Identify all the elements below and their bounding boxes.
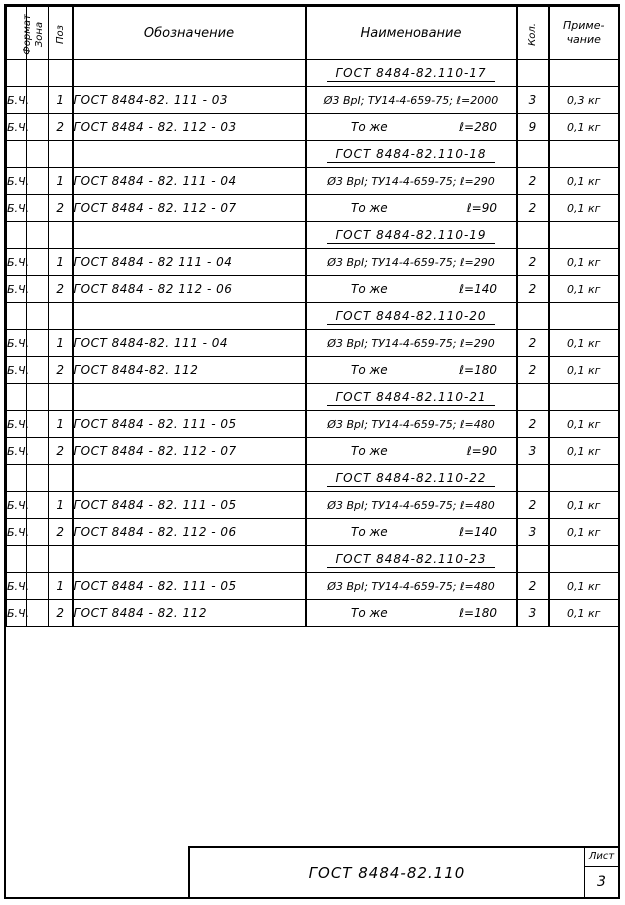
note-cell: 0,1 кг	[549, 492, 619, 519]
group-title-cell	[306, 60, 517, 87]
pos-cell: 1	[49, 411, 73, 438]
length-value: ℓ=180	[459, 363, 497, 377]
qty-cell	[517, 141, 549, 168]
length-value: ℓ=140	[459, 525, 497, 539]
name-cell: Ø3 ВрI; ТУ14-4-659-75; ℓ=480	[306, 573, 517, 600]
qty-cell: 2	[517, 168, 549, 195]
same-label: То же	[351, 525, 388, 539]
note-cell: 0,3 кг	[549, 87, 619, 114]
group-title-row	[7, 141, 619, 168]
zone-cell	[27, 465, 49, 492]
format-cell: Б.Ч.	[7, 87, 27, 114]
table-row	[7, 249, 619, 276]
designation-cell: ГОСТ 8484 - 82. 112 - 06	[73, 519, 306, 546]
format-cell	[7, 141, 27, 168]
qty-cell: 2	[517, 411, 549, 438]
table-row	[7, 411, 619, 438]
pos-cell: 2	[49, 357, 73, 384]
group-title-row	[7, 546, 619, 573]
group-title: ГОСТ 8484-82.110-18	[327, 147, 494, 163]
qty-cell: 2	[517, 276, 549, 303]
table-row	[7, 195, 619, 222]
group-title-cell	[306, 303, 517, 330]
specification-body	[7, 60, 619, 627]
name-cell	[306, 357, 517, 384]
format-cell: Б.Ч.	[7, 195, 27, 222]
format-cell: Б.Ч.	[7, 276, 27, 303]
header-row	[7, 7, 619, 60]
note-cell: 0,1 кг	[549, 114, 619, 141]
pos-cell	[49, 222, 73, 249]
group-title-row	[7, 222, 619, 249]
pos-cell	[49, 141, 73, 168]
note-cell	[549, 141, 619, 168]
table-row	[7, 114, 619, 141]
group-title-cell	[306, 141, 517, 168]
format-cell	[7, 303, 27, 330]
designation-cell: ГОСТ 8484 - 82 112 - 06	[73, 276, 306, 303]
zone-cell	[27, 600, 49, 627]
name-cell: Ø3 ВрI; ТУ14-4-659-75; ℓ=290	[306, 330, 517, 357]
format-cell	[7, 60, 27, 87]
qty-cell: 2	[517, 573, 549, 600]
format-cell: Б.Ч.	[7, 330, 27, 357]
document-number: ГОСТ 8484-82.110	[308, 863, 466, 882]
zone-cell	[27, 411, 49, 438]
note-cell	[549, 465, 619, 492]
zone-cell	[27, 222, 49, 249]
designation-cell	[73, 141, 306, 168]
name-cell: Ø3 ВрI; ТУ14-4-659-75; ℓ=480	[306, 411, 517, 438]
qty-cell	[517, 546, 549, 573]
note-header-line1: Приме-	[563, 19, 605, 32]
zone-cell	[27, 249, 49, 276]
name-cell	[306, 519, 517, 546]
designation-cell	[73, 60, 306, 87]
designation-cell	[73, 546, 306, 573]
qty-cell: 2	[517, 330, 549, 357]
sheet-number: 3	[597, 874, 606, 890]
note-cell: 0,1 кг	[549, 195, 619, 222]
zone-cell	[27, 276, 49, 303]
format-header	[7, 7, 33, 60]
qty-cell: 2	[517, 357, 549, 384]
designation-cell: ГОСТ 8484 - 82. 112 - 03	[73, 114, 306, 141]
same-label: То же	[351, 444, 388, 458]
group-title: ГОСТ 8484-82.110-20	[327, 309, 494, 325]
designation-cell: ГОСТ 8484-82. 112	[73, 357, 306, 384]
same-as-above	[321, 201, 501, 215]
format-header-label: Формат	[21, 13, 33, 55]
pos-cell: 1	[49, 249, 73, 276]
name-cell: Ø3 ВрI; ТУ14-4-659-75; ℓ=2000	[306, 87, 517, 114]
note-cell: 0,1 кг	[549, 249, 619, 276]
note-cell: 0,1 кг	[549, 438, 619, 465]
note-cell: 0,1 кг	[549, 168, 619, 195]
name-cell	[306, 114, 517, 141]
zone-cell	[27, 168, 49, 195]
qty-cell	[517, 60, 549, 87]
note-cell	[549, 384, 619, 411]
qty-header-label: Кол.	[526, 22, 538, 46]
group-title: ГОСТ 8484-82.110-17	[327, 66, 494, 82]
pos-cell: 1	[49, 330, 73, 357]
qty-cell: 3	[517, 600, 549, 627]
zone-cell	[27, 303, 49, 330]
same-label: То же	[351, 120, 388, 134]
same-label: То же	[351, 201, 388, 215]
note-header-line2: чание	[566, 33, 601, 46]
format-cell	[7, 222, 27, 249]
format-cell	[7, 465, 27, 492]
same-label: То же	[351, 606, 388, 620]
group-title-cell	[306, 465, 517, 492]
note-cell: 0,1 кг	[549, 276, 619, 303]
same-as-above	[321, 444, 501, 458]
zone-cell	[27, 573, 49, 600]
format-cell: Б.Ч.	[7, 438, 27, 465]
group-title-cell	[306, 546, 517, 573]
format-cell: Б.Ч.	[7, 168, 27, 195]
format-cell: Б.Ч.	[7, 114, 27, 141]
name-cell	[306, 276, 517, 303]
sheet-label: Лист	[585, 848, 618, 867]
format-cell: Б.Ч.	[7, 600, 27, 627]
pos-cell: 2	[49, 519, 73, 546]
qty-cell: 2	[517, 249, 549, 276]
pos-cell	[49, 384, 73, 411]
group-title: ГОСТ 8484-82.110-22	[327, 471, 494, 487]
designation-cell: ГОСТ 8484 - 82. 111 - 05	[73, 573, 306, 600]
format-cell: Б.Ч.	[7, 411, 27, 438]
group-title-row	[7, 60, 619, 87]
same-label: То же	[351, 363, 388, 377]
zone-cell	[27, 357, 49, 384]
note-cell	[549, 303, 619, 330]
drawing-sheet	[4, 4, 620, 899]
zone-cell	[27, 519, 49, 546]
qty-cell: 9	[517, 114, 549, 141]
group-title-cell	[306, 384, 517, 411]
note-cell	[549, 60, 619, 87]
group-title: ГОСТ 8484-82.110-19	[327, 228, 494, 244]
pos-cell: 2	[49, 114, 73, 141]
zone-cell	[27, 87, 49, 114]
pos-cell: 2	[49, 195, 73, 222]
specification-table	[6, 6, 619, 627]
table-row	[7, 168, 619, 195]
length-value: ℓ=140	[459, 282, 497, 296]
qty-cell: 3	[517, 519, 549, 546]
designation-cell: ГОСТ 8484 - 82. 111 - 04	[73, 168, 306, 195]
note-cell	[549, 546, 619, 573]
same-as-above	[321, 525, 501, 539]
pos-cell: 2	[49, 600, 73, 627]
note-cell: 0,1 кг	[549, 357, 619, 384]
same-label: То же	[351, 282, 388, 296]
table-row	[7, 519, 619, 546]
pos-cell: 1	[49, 492, 73, 519]
qty-cell	[517, 303, 549, 330]
pos-cell	[49, 60, 73, 87]
name-cell	[306, 600, 517, 627]
name-cell: Ø3 ВрI; ТУ14-4-659-75; ℓ=480	[306, 492, 517, 519]
format-cell: Б.Ч.	[7, 519, 27, 546]
note-header	[549, 7, 619, 60]
designation-cell: ГОСТ 8484 - 82 111 - 04	[73, 249, 306, 276]
note-cell: 0,1 кг	[549, 411, 619, 438]
name-header: Наименование	[306, 7, 517, 60]
zone-cell	[27, 438, 49, 465]
designation-cell	[73, 465, 306, 492]
pos-cell	[49, 546, 73, 573]
designation-cell: ГОСТ 8484-82. 111 - 04	[73, 330, 306, 357]
name-cell: Ø3 ВрI; ТУ14-4-659-75; ℓ=290	[306, 249, 517, 276]
format-cell: Б.Ч.	[7, 357, 27, 384]
group-title-cell	[306, 222, 517, 249]
group-title: ГОСТ 8484-82.110-21	[327, 390, 494, 406]
same-as-above	[321, 120, 501, 134]
designation-cell	[73, 222, 306, 249]
qty-cell: 3	[517, 87, 549, 114]
zone-cell	[27, 141, 49, 168]
designation-cell	[73, 384, 306, 411]
zone-cell	[27, 384, 49, 411]
qty-cell	[517, 384, 549, 411]
length-value: ℓ=180	[459, 606, 497, 620]
qty-header	[517, 7, 549, 60]
note-cell	[549, 222, 619, 249]
same-as-above	[321, 363, 501, 377]
table-row	[7, 357, 619, 384]
table-row	[7, 276, 619, 303]
group-title-row	[7, 384, 619, 411]
pos-cell: 2	[49, 276, 73, 303]
pos-header	[49, 7, 73, 60]
same-as-above	[321, 282, 501, 296]
designation-cell: ГОСТ 8484 - 82. 112 - 07	[73, 195, 306, 222]
sheet-cell	[584, 848, 618, 897]
format-cell: Б.Ч.	[7, 573, 27, 600]
format-cell	[7, 546, 27, 573]
qty-cell	[517, 222, 549, 249]
pos-cell: 1	[49, 573, 73, 600]
length-value: ℓ=90	[466, 201, 497, 215]
designation-header: Обозначение	[73, 7, 306, 60]
designation-cell	[73, 303, 306, 330]
pos-header-label: Поз	[54, 24, 66, 44]
zone-cell	[27, 546, 49, 573]
same-as-above	[321, 606, 501, 620]
name-cell	[306, 195, 517, 222]
length-value: ℓ=90	[466, 444, 497, 458]
designation-cell: ГОСТ 8484 - 82. 112 - 07	[73, 438, 306, 465]
designation-cell: ГОСТ 8484-82. 111 - 03	[73, 87, 306, 114]
note-cell: 0,1 кг	[549, 573, 619, 600]
name-cell	[306, 438, 517, 465]
pos-cell	[49, 303, 73, 330]
table-row	[7, 600, 619, 627]
format-cell: Б.Ч.	[7, 492, 27, 519]
title-block	[188, 846, 618, 897]
pos-cell: 2	[49, 438, 73, 465]
table-row	[7, 87, 619, 114]
qty-cell: 2	[517, 492, 549, 519]
zone-cell	[27, 492, 49, 519]
zone-cell	[27, 195, 49, 222]
table-row	[7, 573, 619, 600]
designation-cell: ГОСТ 8484 - 82. 111 - 05	[73, 492, 306, 519]
pos-cell: 1	[49, 87, 73, 114]
zone-header-label: Зона	[34, 21, 46, 47]
format-cell: Б.Ч.	[7, 249, 27, 276]
note-cell: 0,1 кг	[549, 600, 619, 627]
pos-cell: 1	[49, 168, 73, 195]
name-cell: Ø3 ВрI; ТУ14-4-659-75; ℓ=290	[306, 168, 517, 195]
designation-cell: ГОСТ 8484 - 82. 111 - 05	[73, 411, 306, 438]
note-cell: 0,1 кг	[549, 330, 619, 357]
table-row	[7, 438, 619, 465]
format-cell	[7, 384, 27, 411]
designation-cell: ГОСТ 8484 - 82. 112	[73, 600, 306, 627]
zone-cell	[27, 330, 49, 357]
pos-cell	[49, 465, 73, 492]
qty-cell: 3	[517, 438, 549, 465]
table-row	[7, 330, 619, 357]
qty-cell	[517, 465, 549, 492]
group-title: ГОСТ 8484-82.110-23	[327, 552, 494, 568]
length-value: ℓ=280	[459, 120, 497, 134]
zone-cell	[27, 114, 49, 141]
group-title-row	[7, 465, 619, 492]
group-title-row	[7, 303, 619, 330]
qty-cell: 2	[517, 195, 549, 222]
table-row	[7, 492, 619, 519]
note-cell: 0,1 кг	[549, 519, 619, 546]
zone-cell	[27, 60, 49, 87]
